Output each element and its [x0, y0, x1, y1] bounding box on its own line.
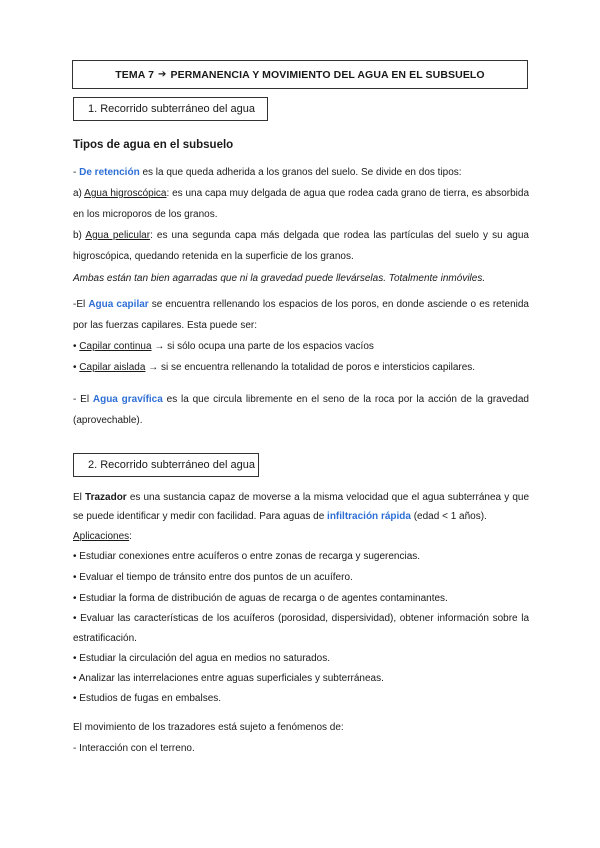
arrow-right-icon: ➔: [158, 69, 167, 80]
higroscopica-term: Agua higroscópica: [84, 188, 167, 199]
subsection-title: Tipos de agua en el subsuelo: [73, 139, 234, 151]
page-title: [72, 60, 528, 89]
section-1-label: 1. Recorrido subterráneo del agua: [88, 103, 255, 115]
trazador-term: Trazador: [85, 492, 127, 503]
gravifica-line-1: - El Agua gravífica es la que circula libremente en el seno de la roca por la acción de la gravedad: [73, 394, 529, 405]
list-item: • Evaluar el tiempo de tránsito entre dos puntos de un acuífero.: [73, 572, 353, 583]
arrow-icon: →: [145, 362, 161, 373]
list-item: • Evaluar las características de los acuíferos (porosidad, dispersividad), obtener información sobre la: [73, 613, 529, 624]
gravifica-term: Agua gravífica: [92, 394, 163, 405]
interaccion-item: - Interacción con el terreno.: [73, 743, 195, 754]
capilar-aislada-item: • Capilar aislada → si se encuentra rellenando la totalidad de poros e intersticios capilares.: [73, 362, 476, 373]
pelicular-term: Agua pelicular: [85, 230, 151, 241]
pelicular-line-2: higroscópica, quedando retenida en la superficie de los granos.: [73, 251, 354, 262]
title-text: PERMANENCIA Y MOVIMIENTO DEL AGUA EN EL SUBSUELO: [170, 68, 485, 81]
trazador-line-1: El Trazador es una sustancia capaz de moverse a la misma velocidad que el agua subterránea y que: [73, 492, 530, 503]
capilar-continua-term: Capilar continua: [79, 341, 152, 352]
section-2-label: 2. Recorrido subterráneo del agua: [88, 459, 255, 471]
capilar-aislada-term: Capilar aislada: [79, 362, 146, 373]
aplicaciones-heading: Aplicaciones:: [73, 531, 132, 542]
capilar-line-2: por las fuerzas capilares. Esta puede ser:: [73, 320, 257, 331]
trazador-line-2: se puede identificar y medir con facilidad. Para aguas de infiltración rápida (edad < 1 años).: [73, 511, 487, 522]
pelicular-line-1: b) Agua pelicular: es una segunda capa más delgada que rodea las partículas del suelo y su agua: [73, 230, 529, 241]
list-item: • Estudios de fugas en embalses.: [73, 693, 222, 704]
title-prefix: TEMA 7: [115, 68, 155, 81]
infiltracion-term: infiltración rápida: [327, 511, 411, 522]
capilar-term: Agua capilar: [88, 299, 149, 310]
list-item: • Estudiar la circulación del agua en medios no saturados.: [73, 653, 330, 664]
capilar-continua-item: • Capilar continua → si sólo ocupa una parte de los espacios vacíos: [73, 341, 374, 352]
capilar-line-1: -El Agua capilar se encuentra rellenando los espacios de los poros, en donde asciende o es retenida: [73, 299, 529, 310]
movimiento-paragraph: El movimiento de los trazadores está sujeto a fenómenos de:: [73, 722, 344, 733]
list-item: • Analizar las interrelaciones entre aguas superficiales y subterráneas.: [73, 673, 384, 684]
section-1-heading: [73, 97, 268, 121]
higroscopica-line-2: en los microporos de los granos.: [73, 209, 218, 220]
arrow-icon: →: [151, 341, 168, 352]
gravifica-line-2: (aprovechable).: [73, 415, 143, 426]
retencion-term: De retención: [79, 167, 140, 178]
list-item: • Estudiar la forma de distribución de aguas de recarga o de agentes contaminantes.: [73, 593, 448, 604]
list-item-continuation: estratificación.: [73, 633, 137, 644]
retencion-paragraph: - De retención es la que queda adherida a los granos del suelo. Se divide en dos tipos:: [73, 167, 462, 178]
list-item: • Estudiar conexiones entre acuíferos o entre zonas de recarga y sugerencias.: [73, 551, 421, 562]
higroscopica-line-1: a) Agua higroscópica: es una capa muy delgada de agua que rodea cada grano de tierra, es absorbida: [73, 188, 530, 199]
section-2-heading: [73, 453, 259, 477]
italic-note: Ambas están tan bien agarradas que ni la gravedad puede llevárselas. Totalmente inmóviles.: [73, 273, 486, 284]
